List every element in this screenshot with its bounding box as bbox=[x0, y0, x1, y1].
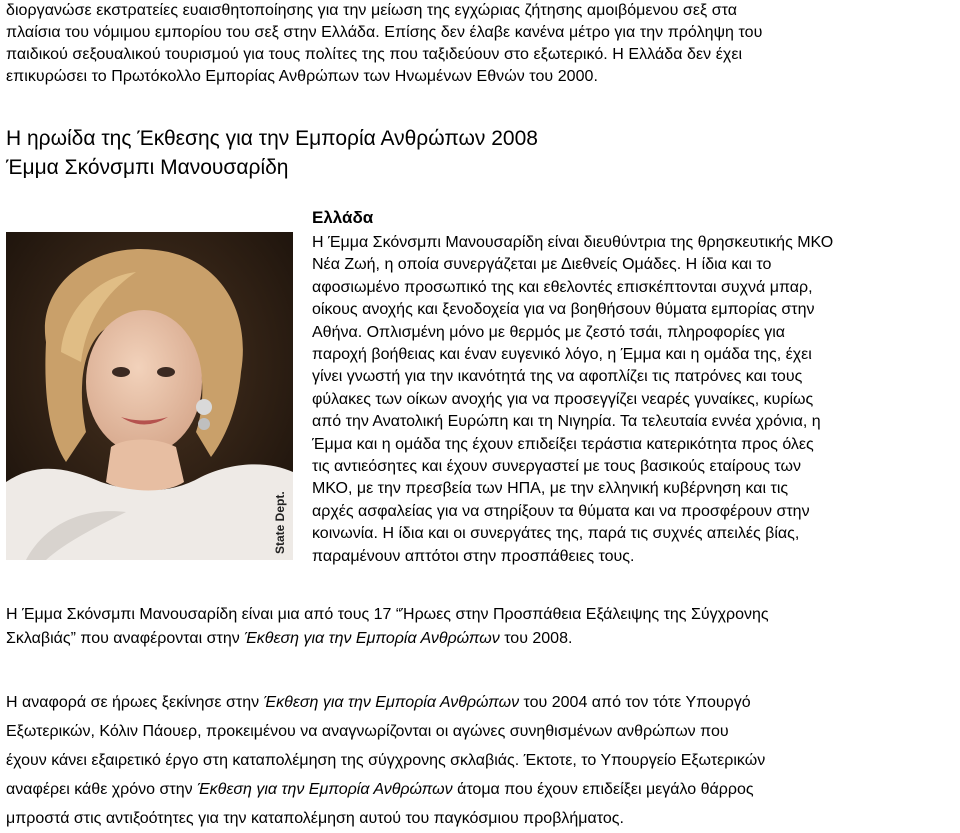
hero-name: Έμμα Σκόνσμπι Μανουσαρίδη bbox=[6, 156, 289, 179]
bio-line: οίκους ανοχής και ξενοδοχεία για να βοηθήσουν θύματα εμπορίας στην bbox=[312, 301, 815, 319]
text-run: Η αναφορά σε ήρωες ξεκίνησε στην bbox=[6, 694, 264, 711]
intro-line: πλαίσια του νόμιμου εμπορίου του σεξ στην Ελλάδα. Επίσης δεν έλαβε κανένα μέτρο για την πρόληψη του bbox=[6, 24, 763, 41]
intro-line: επικυρώσει το Πρωτόκολλο Εμπορίας Ανθρώπων των Ηνωμένων Εθνών του 2000. bbox=[6, 68, 598, 85]
bio-line: ΜΚΟ, με την πρεσβεία των ΗΠΑ, με την ελληνική κυβέρνηση και τις bbox=[312, 480, 789, 498]
hero-country: Ελλάδα bbox=[312, 208, 374, 227]
report-title: Έκθεση για την Εμπορία Ανθρώπων bbox=[263, 694, 520, 711]
bio-line: γίνει γνωστή για την ικανότητά της να αφοπλίζει τις πατρόνες και τους bbox=[312, 368, 803, 386]
intro-line: διοργανώσε εκστρατείες ευαισθητοποίησης για την μείωση της εγχώριας ζήτησης αμοιβόμενου σεξ στα bbox=[6, 2, 738, 19]
paragraph-line: έχουν κάνει εξαιρετικό έργο στη καταπολέμηση της σύγχρονης σκλαβιάς. Έκτοτε, το Υπουργείο Εξωτερικών bbox=[6, 752, 766, 769]
hero-heading bbox=[6, 124, 538, 182]
history-paragraph bbox=[6, 688, 956, 833]
paragraph-line: μπροστά στις αντιξοότητες για την καταπολέμηση αυτού του παγκόσμιου προβλήματος. bbox=[6, 810, 624, 827]
photo-credit: State Dept. bbox=[273, 491, 287, 554]
bio-line: κοινωνία. Η ίδια και οι συνεργάτες της, παρά τις συχνές απειλές βίας, bbox=[312, 525, 800, 543]
bio-line: Αθήνα. Οπλισμένη μόνο με θερμός με ζεστό τσάι, πληροφορίες για bbox=[312, 323, 786, 341]
report-title: Έκθεση για την Εμπορία Ανθρώπων bbox=[197, 781, 453, 798]
paragraph-line bbox=[6, 688, 956, 717]
heroes-paragraph bbox=[6, 603, 956, 651]
bio-line: τις αντιεόσητες και έχουν συνεργαστεί με τους βασικούς εταίρους των bbox=[312, 458, 801, 476]
bio-line: παραμένουν απτότοι στην προσπάθειες τους. bbox=[312, 547, 635, 565]
text-run: αναφέρει κάθε χρόνο στην bbox=[6, 781, 198, 798]
bio-line: από την Ανατολική Ευρώπη και τη Νιγηρία. Τα τελευταία εννέα χρόνια, η bbox=[312, 413, 821, 431]
hero-title: Η ηρωίδα της Έκθεσης για την Εμπορία Ανθρώπων 2008 bbox=[6, 127, 538, 150]
text-run: του 2008. bbox=[499, 630, 573, 647]
bio-line: αρχές ασφαλείας για να στηρίξουν τα θύματα και να προσφέρουν στην bbox=[312, 502, 810, 520]
bio-line: Νέα Ζωή, η οποία συνεργάζεται με Διεθνείς Ομάδες. Η ίδια και το bbox=[312, 256, 772, 274]
paragraph-line bbox=[6, 775, 956, 804]
paragraph-line: Εξωτερικών, Κόλιν Πάουερ, προκειμένου να αναγνωρίζονται οι αγώνες συνηθισμένων ανθρώπων που bbox=[6, 723, 729, 740]
paragraph-line bbox=[6, 627, 956, 651]
bio-line: παροχή βοήθειας και έναν ευγενικό λόγο, η Έμμα και η ομάδα της, έχει bbox=[312, 346, 812, 364]
text-run: άτομα που έχουν επιδείξει μεγάλο θάρρος bbox=[452, 781, 754, 798]
paragraph-line: Η Έμμα Σκόνσμπι Μανουσαρίδη είναι μια από τους 17 “Ήρωες στην Προσπάθεια Εξάλειψης της Σύγχρονης bbox=[6, 606, 769, 623]
bio-line: Έμμα και η ομάδα της έχουν επιδείξει τεράστια κατερικότητα προς όλες bbox=[312, 435, 814, 453]
text-run: Σκλαβιάς” που αναφέρονται στην bbox=[6, 630, 245, 647]
intro-line: παιδικού σεξουαλικού τουρισμού για τους πολίτες της που ταξιδεύουν στο εξωτερικό. Η Ελλάδα δεν έχει bbox=[6, 46, 743, 63]
text-run: του 2004 από τον τότε Υπουργό bbox=[519, 694, 751, 711]
intro-paragraph bbox=[6, 0, 954, 88]
hero-bio bbox=[312, 232, 960, 568]
bio-line: φύλακες των οίκων ανοχής για να προσεγγίζει νεαρές γυναίκες, κυρίως bbox=[312, 390, 814, 408]
bio-line: αφοσιωμένο προσωπικό της και εθελοντές επισκέπτονται συχνά μπαρ, bbox=[312, 278, 813, 296]
report-title: Έκθεση για την Εμπορία Ανθρώπων bbox=[244, 630, 500, 647]
hero-portrait-photo bbox=[6, 232, 293, 560]
bio-line: Η Έμμα Σκόνσμπι Μανουσαρίδη είναι διευθύντρια της θρησκευτικής ΜΚΟ bbox=[312, 234, 834, 251]
